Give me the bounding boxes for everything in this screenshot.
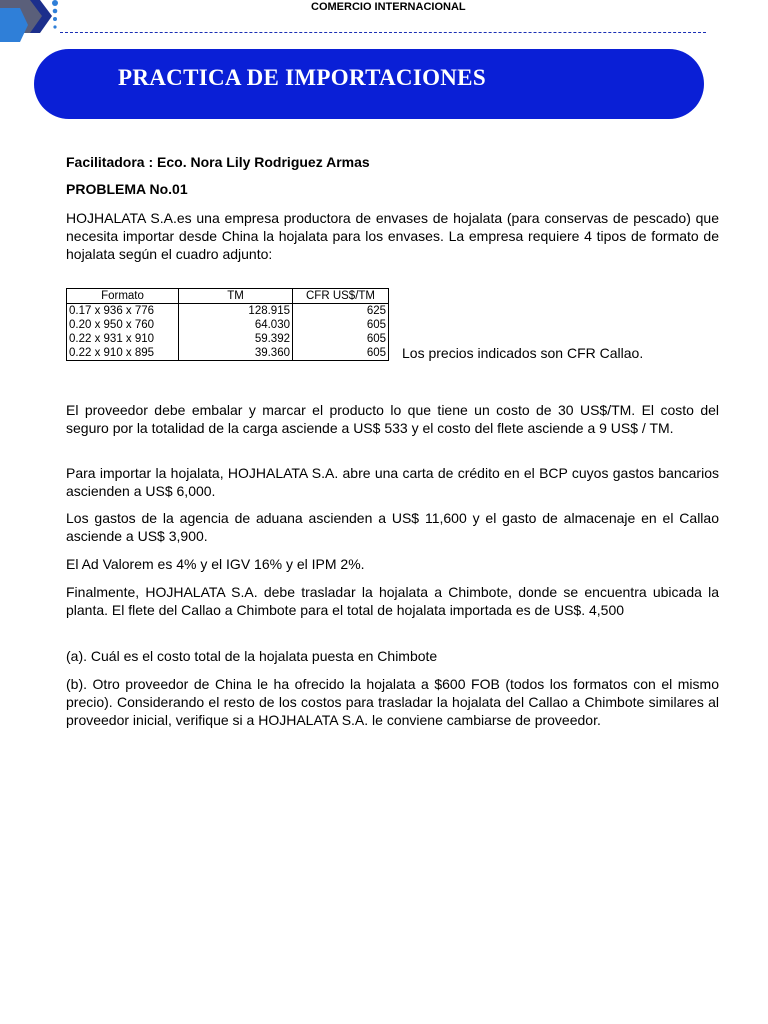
title-banner — [34, 49, 704, 119]
table-row — [67, 332, 389, 346]
table-cell: 39.360 — [179, 346, 293, 361]
table-row — [67, 304, 389, 319]
table-cell: 605 — [293, 346, 389, 361]
question-a: (a). Cuál es el costo total de la hojalata puesta en Chimbote — [66, 648, 438, 664]
paragraph-taxes: El Ad Valorem es 4% y el IGV 16% y el IPM 2%. — [66, 556, 365, 572]
table-row — [67, 346, 389, 361]
problem-title: PROBLEMA No.01 — [66, 181, 188, 197]
table-cell: 59.392 — [179, 332, 293, 346]
price-note: Los precios indicados son CFR Callao. — [402, 345, 644, 361]
table-cell: 64.030 — [179, 318, 293, 332]
table-cell: 128.915 — [179, 304, 293, 319]
table-cell: 0.17 x 936 x 776 — [67, 304, 179, 319]
paragraph-bank: Para importar la hojalata, HOJHALATA S.A. abre una carta de crédito en el BCP cuyos gastos bancarios ascienden a US$ 6,000. — [66, 465, 719, 499]
table-cell: 0.20 x 950 x 760 — [67, 318, 179, 332]
format-table — [66, 288, 389, 361]
question-b: (b). Otro proveedor de China le ha ofrecido la hojalata a $600 FOB (todos los formatos con el mismo precio). Considerando el resto de los costos para trasladar la hojalata del Callao a Chimbote similares al proveedor inicial, verifique si a HOJHALATA S.A. le conviene cambiarse de proveedor. — [66, 676, 719, 728]
intro-paragraph: HOJHALATA S.A.es una empresa productora de envases de hojalata (para conservas de pescado) que necesita importar desde China la hojalata para los envases. La empresa requiere 4 tipos de formato de hojalata según el cuadro adjunto: — [66, 210, 719, 262]
page-title: PRACTICA DE IMPORTACIONES — [118, 65, 486, 90]
paragraph-customs: Los gastos de la agencia de aduana ascienden a US$ 11,600 y el gasto de almacenaje en el Callao asciende a US$ 3,900. — [66, 510, 719, 544]
table-cell: 0.22 x 931 x 910 — [67, 332, 179, 346]
table-cell: 625 — [293, 304, 389, 319]
table-cell: 605 — [293, 332, 389, 346]
col-header-cfr: CFR US$/TM — [293, 289, 389, 304]
table-header-row — [67, 289, 389, 304]
table-cell: 0.22 x 910 x 895 — [67, 346, 179, 361]
table-cell: 605 — [293, 318, 389, 332]
paragraph-transport: Finalmente, HOJHALATA S.A. debe trasladar la hojalata a Chimbote, donde se encuentra ubicada la planta. El flete del Callao a Chimbote para el total de hojalata importada es de US$. 4,500 — [66, 584, 719, 618]
table-row — [67, 318, 389, 332]
col-header-formato: Formato — [67, 289, 179, 304]
header-divider — [60, 32, 706, 33]
course-header: COMERCIO INTERNACIONAL — [311, 1, 466, 13]
col-header-tm: TM — [179, 289, 293, 304]
logo-chevron-icon — [0, 0, 62, 50]
facilitator-line: Facilitadora : Eco. Nora Lily Rodriguez Armas — [66, 154, 370, 170]
paragraph-packing: El proveedor debe embalar y marcar el producto lo que tiene un costo de 30 US$/TM. El costo del seguro por la totalidad de la carga asciende a US$ 533 y el costo del flete asciende a 9 US$ / TM. — [66, 402, 719, 436]
